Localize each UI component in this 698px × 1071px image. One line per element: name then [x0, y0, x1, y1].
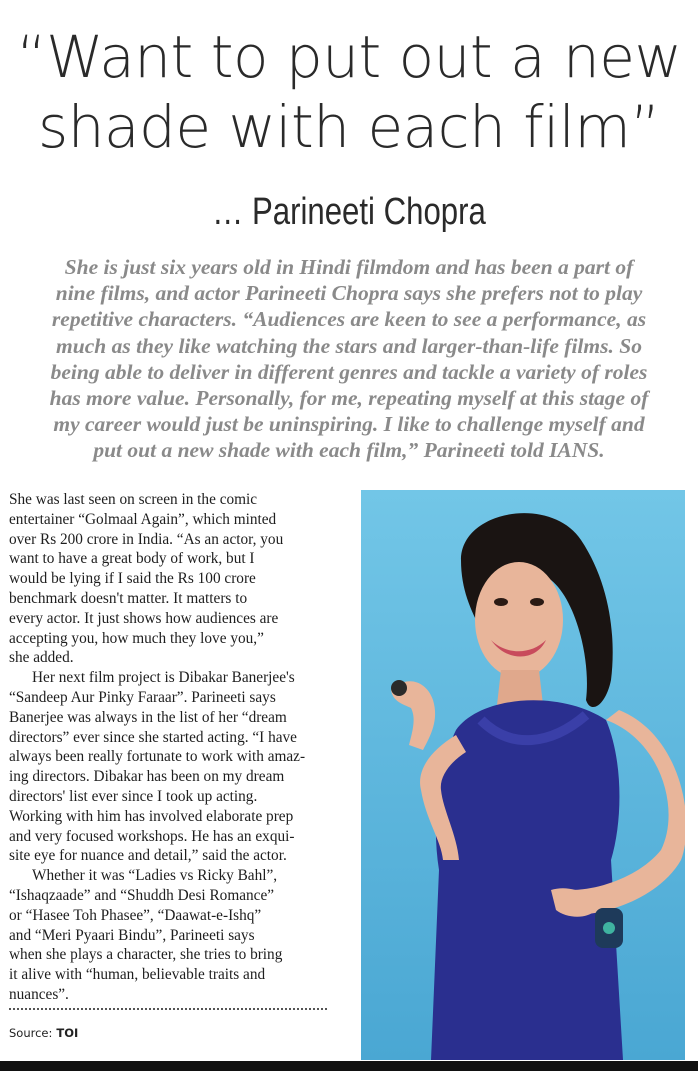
body-line: when she plays a character, she tries to bring: [9, 946, 283, 964]
intro-line: put out a new shade with each film,” Parineeti told IANS.: [93, 438, 605, 463]
body-line: always been really fortunate to work with amaz-: [9, 748, 306, 766]
body-line: Her next film project is Dibakar Banerjee's: [32, 669, 295, 687]
body-line: “Ishaqzaade” and “Shuddh Desi Romance”: [9, 886, 275, 904]
body-line: site eye for nuance and detail,” said the actor.: [9, 847, 287, 865]
article-body: [9, 490, 341, 1005]
body-paragraph-2: [9, 668, 341, 866]
actor-photo: [361, 490, 685, 1060]
intro-line: nine films, and actor Parineeti Chopra says she prefers not to play: [55, 281, 643, 306]
body-line: every actor. It just shows how audiences are: [9, 609, 279, 627]
body-line: want to have a great body of work, but I: [9, 550, 255, 568]
bottom-bar: [0, 1061, 698, 1071]
intro-line: She is just six years old in Hindi filmdom and has been a part of: [64, 255, 634, 279]
body-line: Banerjee was always in the list of her “dream: [9, 708, 287, 726]
body-line: She was last seen on screen in the comic: [9, 491, 258, 508]
actor-photo-illustration: [361, 490, 685, 1060]
body-line: benchmark doesn't matter. It matters to: [9, 589, 248, 607]
body-line: directors” ever since she started acting. “I have: [9, 728, 297, 746]
body-line: it alive with “human, believable traits and: [9, 966, 266, 984]
intro-line: much as they like watching the stars and larger-than-life films. So: [56, 333, 642, 358]
source-label: Source:: [9, 1026, 53, 1040]
body-line: Whether it was “Ladies vs Ricky Bahl”,: [32, 867, 278, 885]
body-line: directors' list ever since I took up acting.: [9, 787, 258, 805]
body-line: she added.: [9, 649, 74, 667]
source-credit: [9, 1026, 78, 1040]
body-line: accepting you, how much they love you,”: [9, 629, 264, 647]
headline-line-2: shade with each film”: [38, 93, 660, 161]
dotted-divider: [9, 1008, 327, 1010]
body-line: or “Hasee Toh Phasee”, “Daawat-e-Ishq”: [9, 906, 262, 924]
body-line: and “Meri Pyaari Bindu”, Parineeti says: [9, 926, 255, 944]
body-paragraph-1: [9, 490, 341, 668]
body-line: ing directors. Dibakar has been on my dream: [9, 768, 285, 786]
body-line: “Sandeep Aur Pinky Faraar”. Parineeti says: [9, 688, 276, 706]
intro-line: my career would just be uninspiring. I like to challenge myself and: [53, 412, 645, 437]
body-paragraph-3: [9, 866, 341, 1005]
body-line: entertainer “Golmaal Again”, which minted: [9, 510, 277, 528]
body-line: nuances”.: [9, 985, 69, 1003]
intro-paragraph: [14, 254, 684, 464]
headline: [0, 22, 698, 162]
body-line: would be lying if I said the Rs 100 crore: [9, 570, 256, 588]
intro-line: being able to deliver in different genres and tackle a variety of roles: [50, 359, 648, 384]
body-line: Working with him has involved elaborate prep: [9, 807, 294, 825]
intro-line: repetitive characters. “Audiences are keen to see a performance, as: [51, 307, 647, 332]
body-line: and very focused workshops. He has an exqui-: [9, 827, 295, 845]
headline-line-1: “Want to put out a new: [16, 23, 682, 91]
byline: … Parineeti Chopra: [212, 191, 486, 233]
body-line: over Rs 200 crore in India. “As an actor, you: [9, 530, 284, 548]
source-name: TOI: [56, 1026, 79, 1040]
intro-line: has more value. Personally, for me, repeating myself at this stage of: [49, 386, 649, 411]
